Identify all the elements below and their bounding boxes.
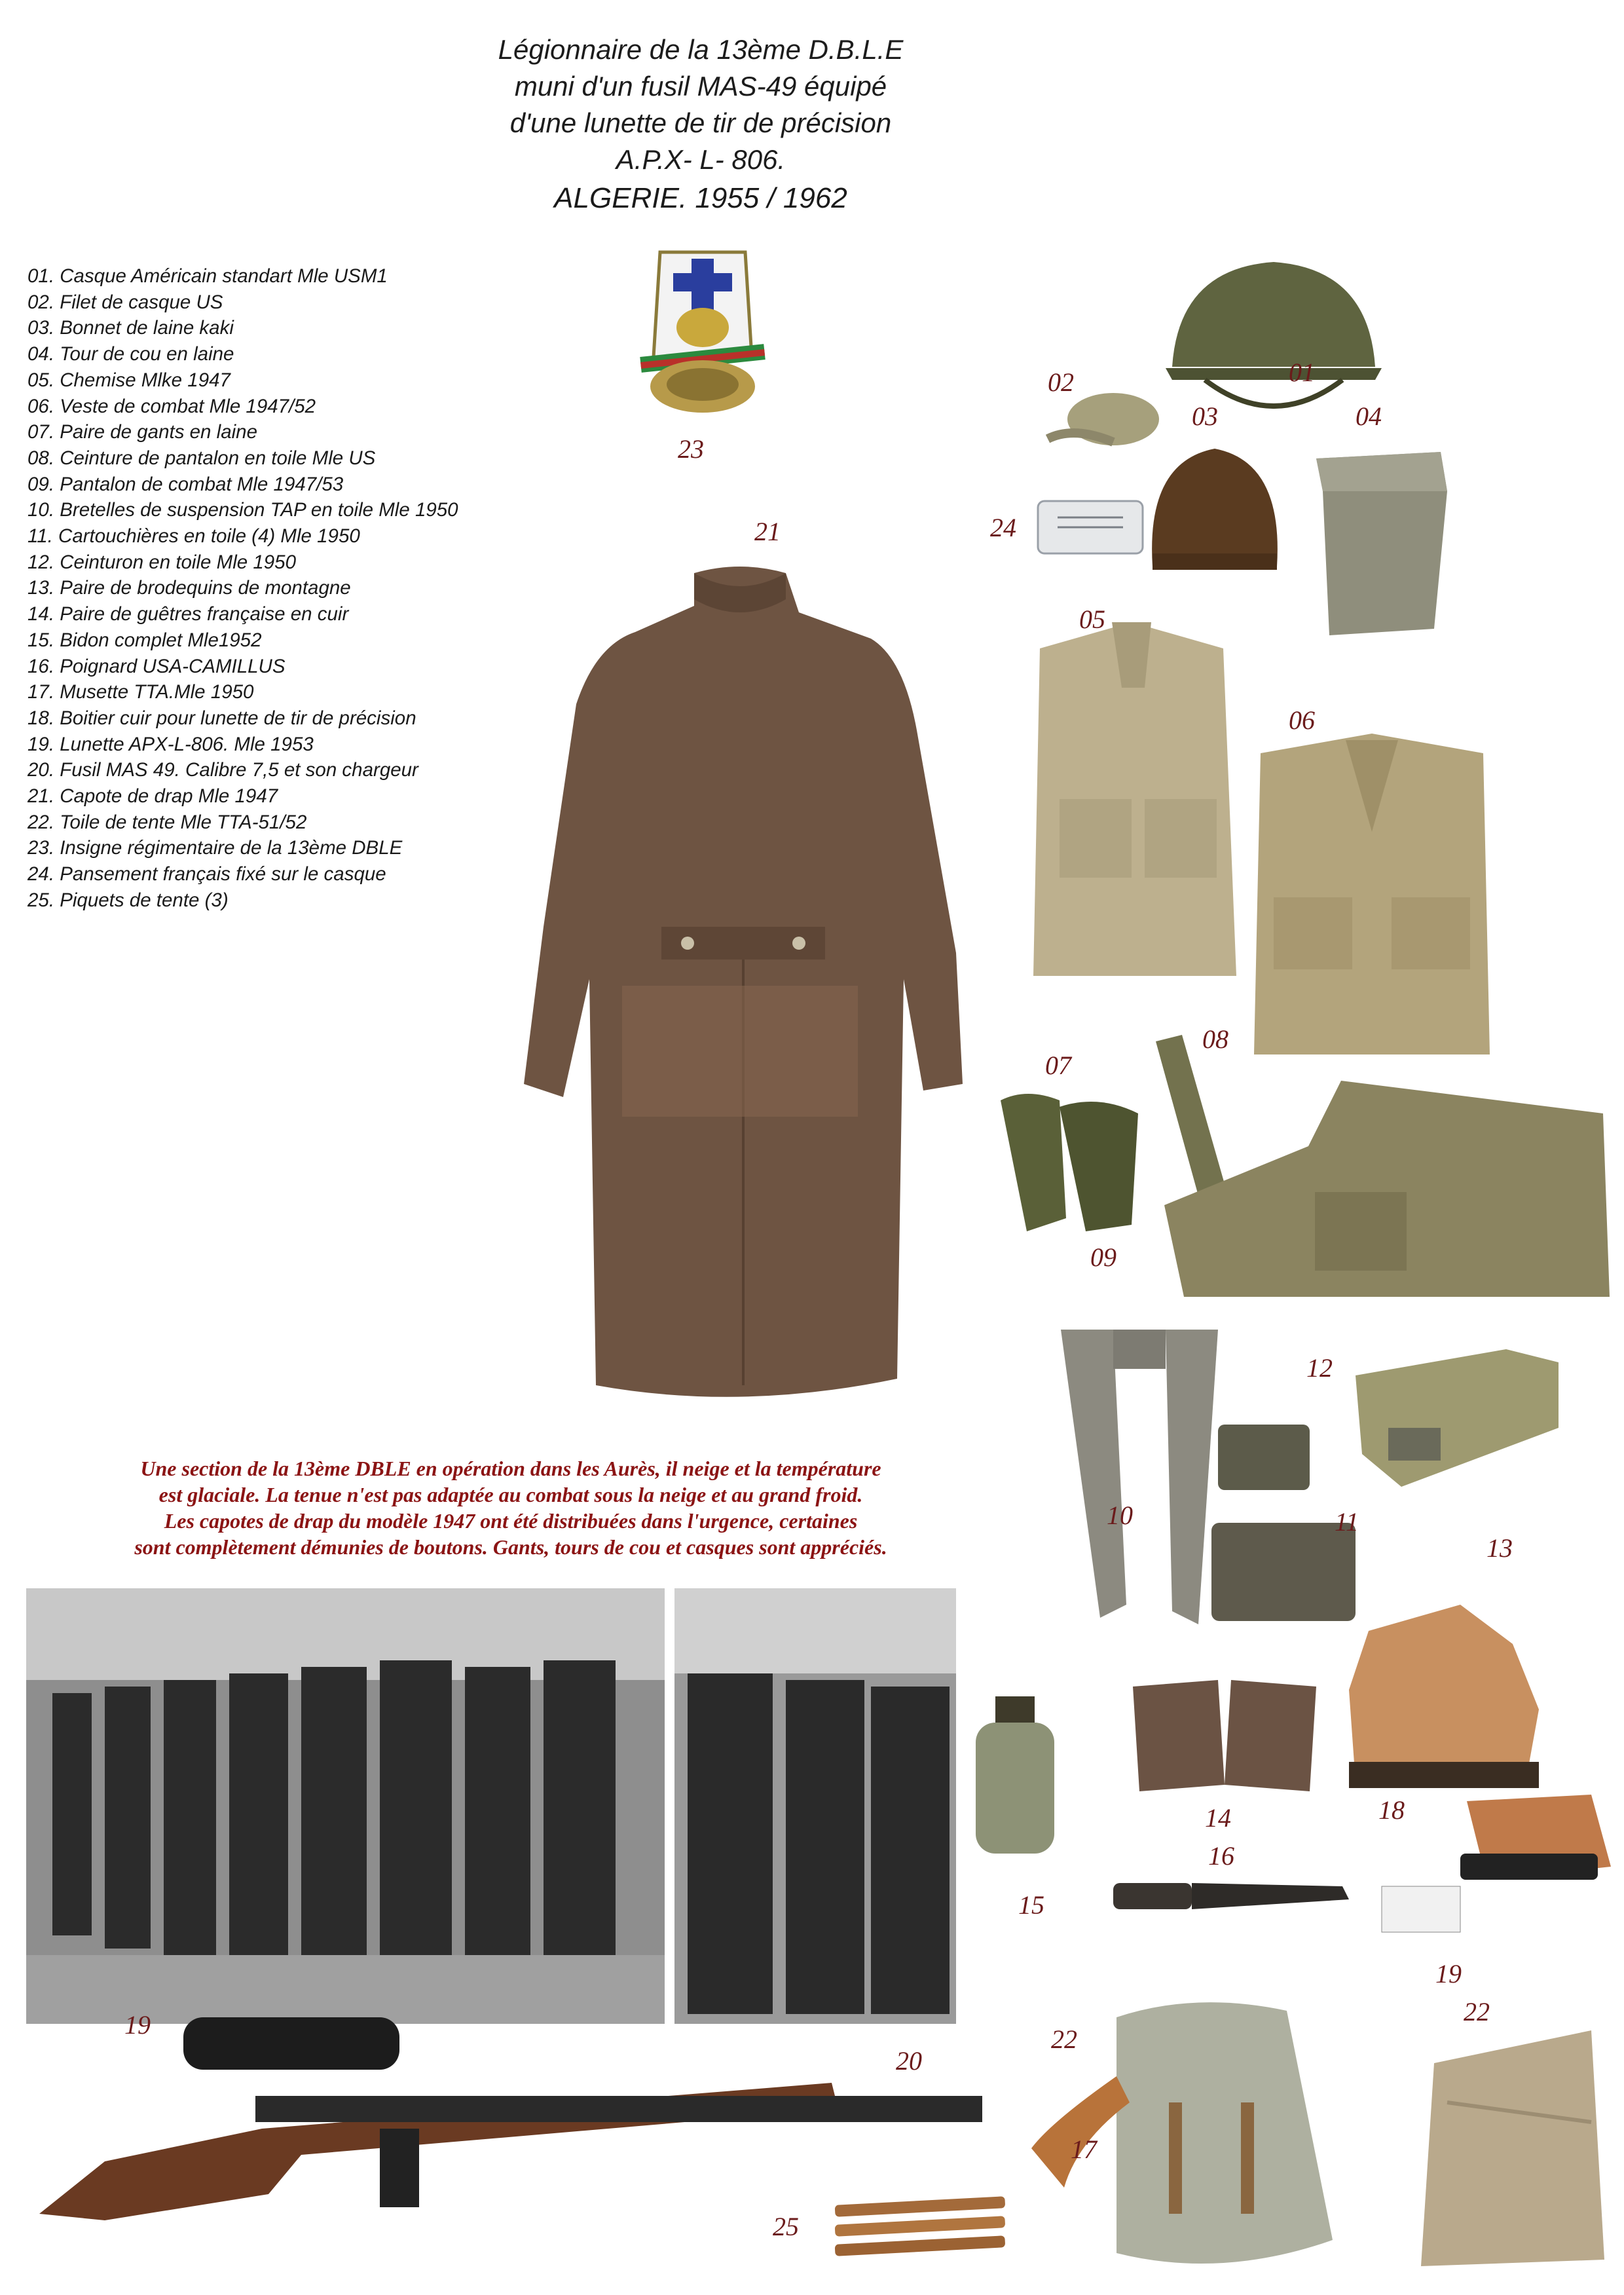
label-16: 16 (1208, 1841, 1234, 1871)
caption-line: Les capotes de drap du modèle 1947 ont été distribuées dans l'urgence, certaines (164, 1509, 858, 1533)
combat-jacket-image (1247, 727, 1496, 1068)
page-title (406, 31, 995, 178)
label-17: 17 (1071, 2135, 1097, 2164)
web-belt-image (1349, 1336, 1572, 1493)
leather-gaiters-image (1126, 1673, 1323, 1798)
regimental-insignia-image (634, 239, 771, 422)
legend-item: 01. Casque Américain standart Mle USM1 (28, 265, 388, 287)
label-22-bag: 22 (1051, 2024, 1077, 2054)
legend-item: 18. Boitier cuir pour lunette de tir de précision (28, 707, 416, 729)
label-19-rifle-scope: 19 (124, 2010, 151, 2040)
label-23: 23 (678, 434, 704, 464)
scope-case-and-scope-image (1375, 1788, 1624, 1945)
label-13: 13 (1486, 1533, 1513, 1563)
label-07: 07 (1045, 1051, 1071, 1080)
label-18: 18 (1378, 1795, 1405, 1825)
legend-item: 04. Tour de cou en laine (28, 343, 234, 365)
legend-item: 15. Bidon complet Mle1952 (28, 629, 262, 651)
label-10: 10 (1107, 1501, 1133, 1530)
title-line: A.P.X- L- 806. (616, 144, 786, 175)
label-06: 06 (1289, 705, 1315, 735)
title-date: ALGERIE. 1955 / 1962 (554, 182, 847, 214)
label-08: 08 (1202, 1024, 1228, 1054)
legend-item: 17. Musette TTA.Mle 1950 (28, 681, 254, 703)
label-15: 15 (1018, 1890, 1044, 1920)
legend-item: 02. Filet de casque US (28, 291, 223, 313)
legend-item: 23. Insigne régimentaire de la 13ème DBLE (28, 837, 403, 859)
label-24: 24 (990, 513, 1016, 542)
tent-pegs-image (828, 2188, 1012, 2266)
label-04: 04 (1356, 401, 1382, 431)
wool-cap-image (1139, 436, 1290, 580)
legend-item: 24. Pansement français fixé sur le casque (28, 863, 386, 886)
shirt-image (1014, 609, 1249, 996)
legend-item: 20. Fusil MAS 49. Calibre 7,5 et son chargeur (28, 759, 418, 781)
historical-photo-closeup (674, 1588, 956, 2024)
photo-caption (26, 1455, 995, 1560)
legend-item: 09. Pantalon de combat Mle 1947/53 (28, 473, 344, 495)
label-01: 01 (1289, 358, 1315, 387)
label-19-scope: 19 (1435, 1959, 1462, 1988)
legend-item: 11. Cartouchières en toile (4) Mle 1950 (28, 525, 360, 548)
historical-photo-section (26, 1588, 665, 2024)
label-02: 02 (1048, 367, 1074, 397)
label-14: 14 (1205, 1803, 1231, 1833)
caption-line: est glaciale. La tenue n'est pas adaptée au combat sous la neige et au grand froid. (158, 1483, 863, 1506)
legend-item: 05. Chemise Mlke 1947 (28, 369, 231, 391)
legend-item: 08. Ceinture de pantalon en toile Mle US (28, 447, 376, 469)
legend-item: 22. Toile de tente Mle TTA-51/52 (28, 811, 307, 833)
legend-item: 21. Capote de drap Mle 1947 (28, 785, 278, 808)
knife-image (1107, 1870, 1356, 1922)
label-22-tent: 22 (1464, 1997, 1490, 2026)
legend-item: 14. Paire de guêtres française en cuir (28, 603, 349, 625)
title-line: Légionnaire de la 13ème D.B.L.E (498, 34, 904, 65)
legend-item: 13. Paire de brodequins de montagne (28, 577, 351, 599)
legend-item: 03. Bonnet de laine kaki (28, 317, 234, 339)
legend-item: 06. Veste de combat Mle 1947/52 (28, 395, 316, 417)
gloves-image (987, 1087, 1158, 1244)
bandage-image (1031, 488, 1149, 560)
legend-item: 12. Ceinturon en toile Mle 1950 (28, 551, 296, 573)
label-12: 12 (1306, 1353, 1333, 1383)
legend-item: 10. Bretelles de suspension TAP en toile Mle 1950 (28, 499, 458, 521)
combat-trousers-image (1145, 1074, 1616, 1310)
label-11: 11 (1335, 1507, 1359, 1537)
canteen-image (969, 1690, 1061, 1860)
label-20: 20 (896, 2046, 922, 2076)
tent-cloth-image (1408, 2024, 1611, 2273)
legend-item: 19. Lunette APX-L-806. Mle 1953 (28, 733, 314, 755)
label-09: 09 (1090, 1242, 1116, 1272)
label-03: 03 (1192, 401, 1218, 431)
title-line: muni d'un fusil MAS-49 équipé (514, 71, 887, 102)
mountain-boots-image (1342, 1592, 1578, 1801)
label-21: 21 (754, 517, 781, 546)
caption-line: sont complètement démunies de boutons. Gants, tours de cou et casques sont appréciés. (134, 1535, 887, 1559)
neck-tube-image (1310, 445, 1454, 635)
legend-item: 07. Paire de gants en laine (28, 421, 257, 443)
coat-image (504, 560, 976, 1425)
label-05: 05 (1079, 605, 1105, 634)
label-25: 25 (773, 2212, 799, 2241)
legend-item: 25. Piquets de tente (3) (28, 889, 229, 911)
title-line: d'une lunette de tir de précision (509, 107, 892, 138)
caption-line: Une section de la 13ème DBLE en opération dans les Aurès, il neige et la température (140, 1457, 881, 1480)
legend-item: 16. Poignard USA-CAMILLUS (28, 655, 286, 677)
